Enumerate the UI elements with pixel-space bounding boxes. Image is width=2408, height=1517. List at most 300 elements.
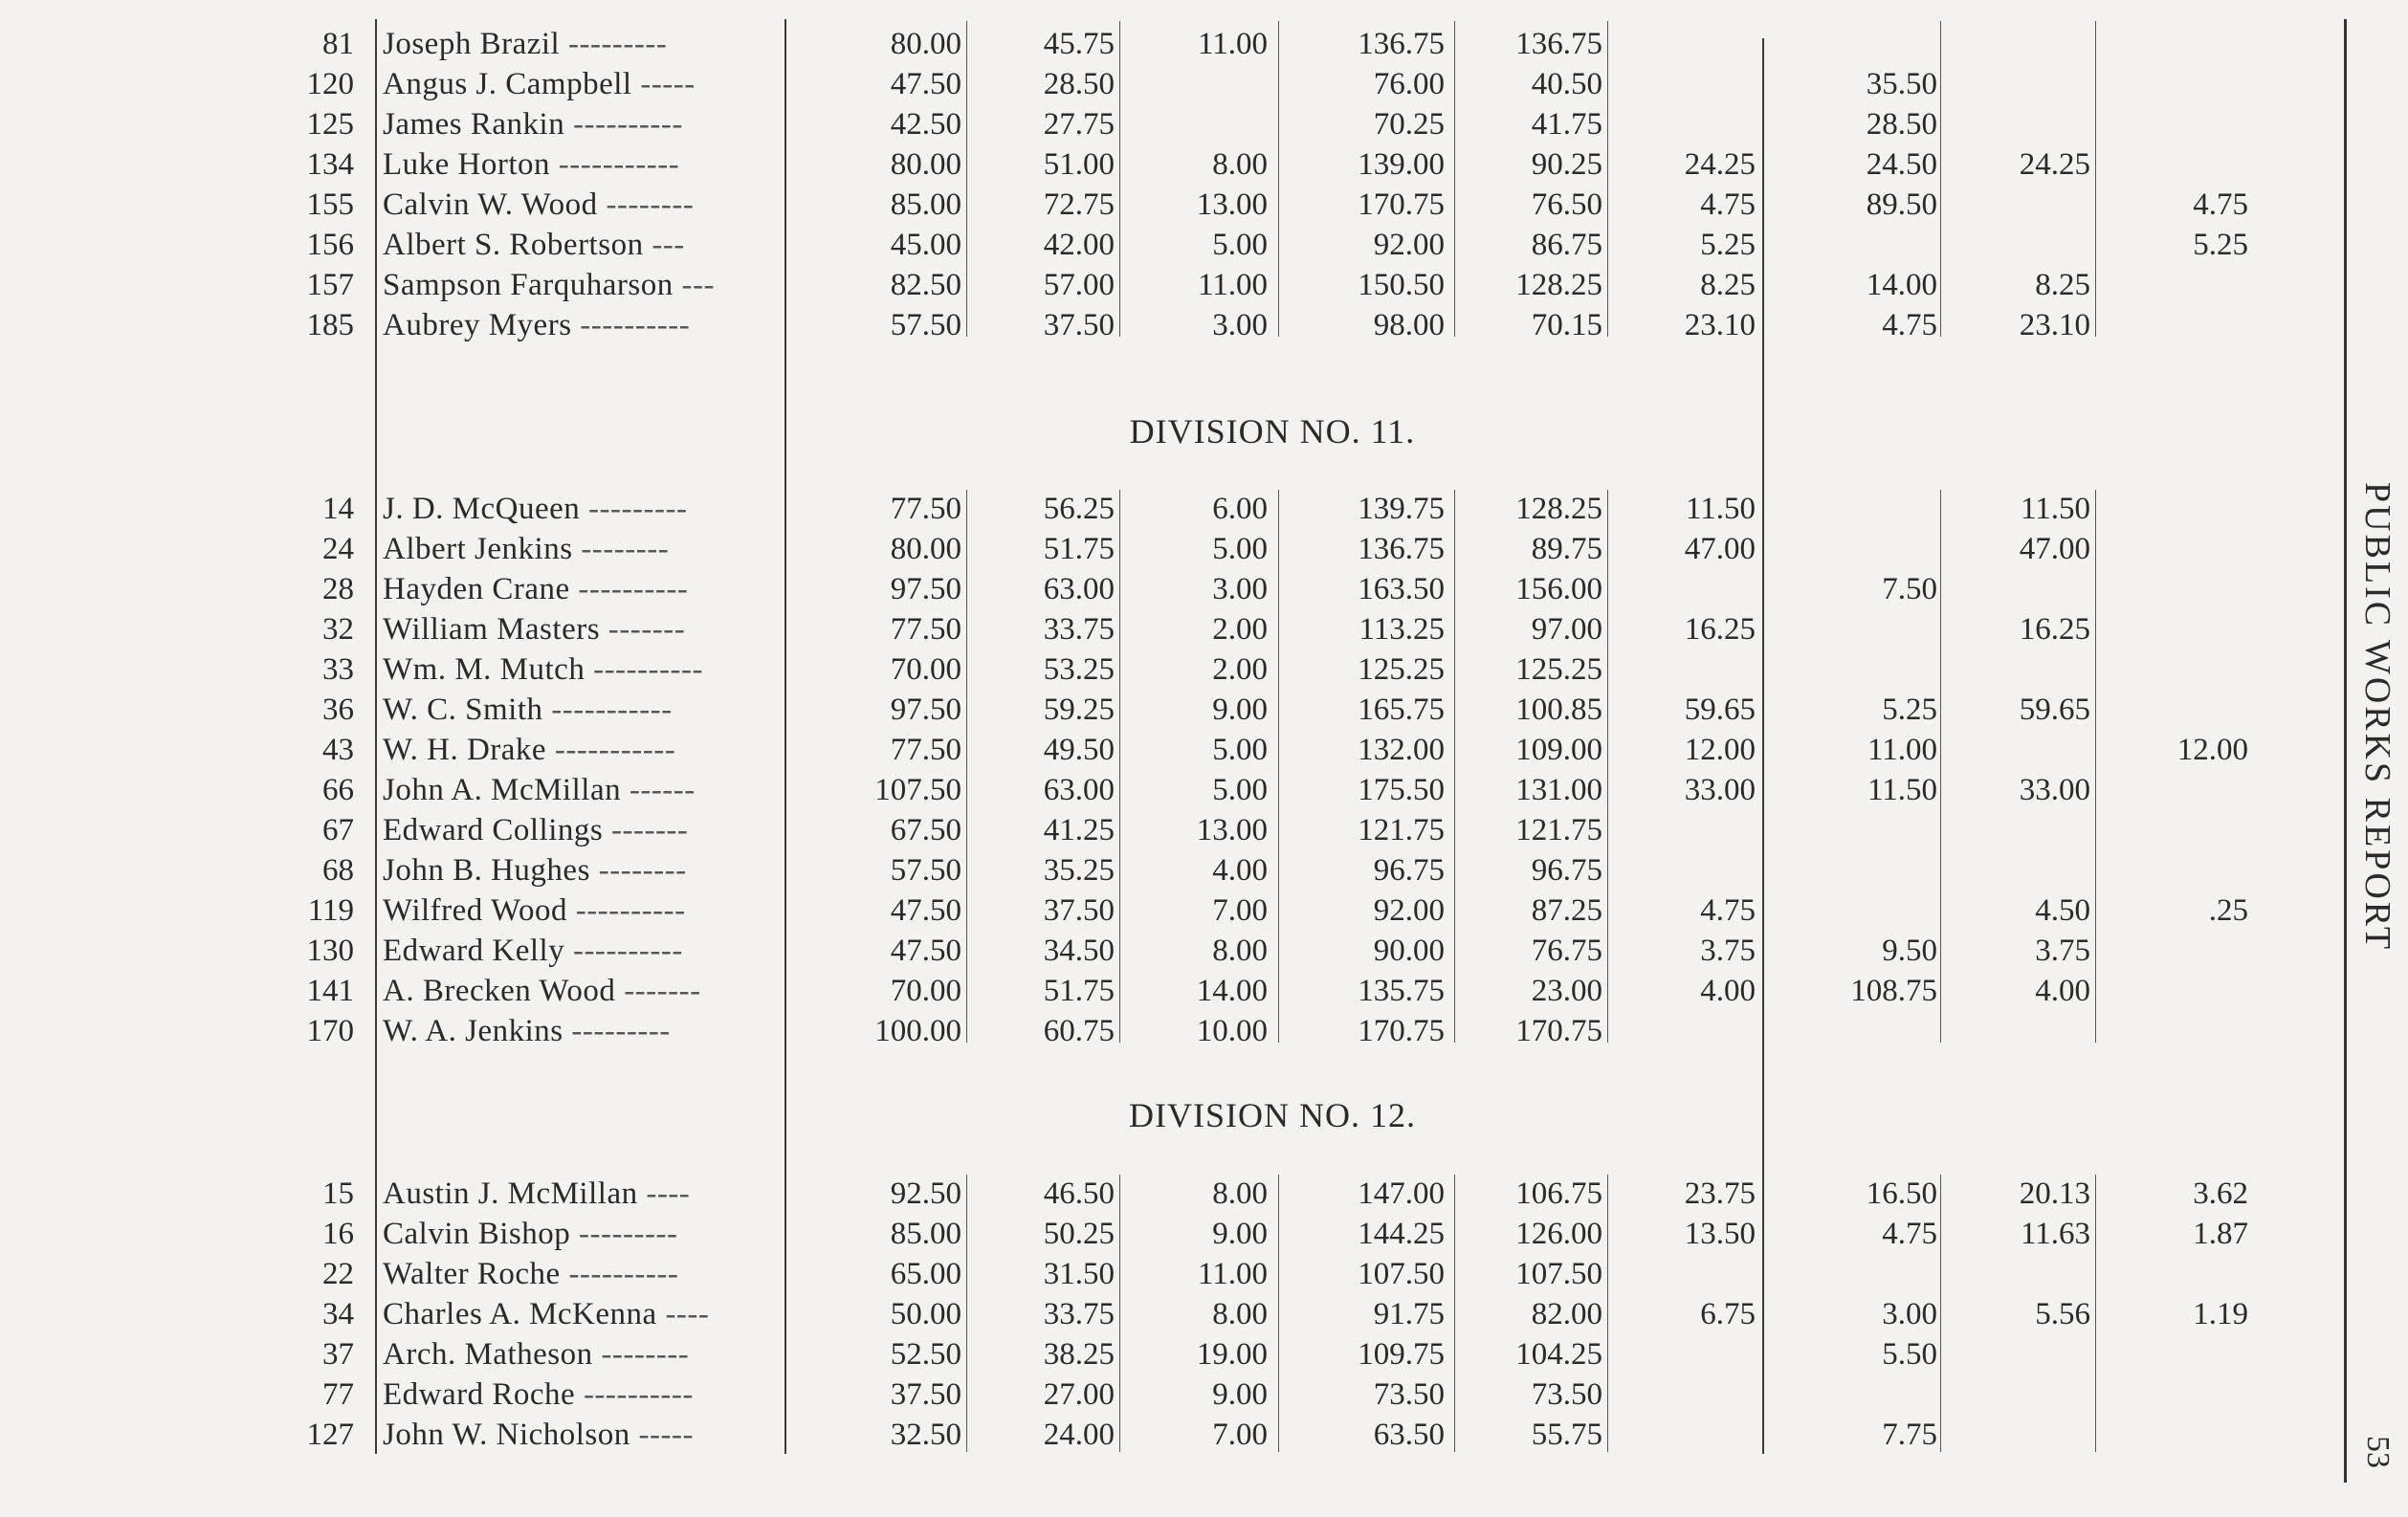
amount-d: 91.75 <box>1373 1297 1445 1331</box>
amount-c: 5.00 <box>1212 773 1268 807</box>
person-name: W. A. Jenkins --------- <box>383 1014 671 1048</box>
amount-f: 8.25 <box>1700 268 1756 302</box>
table-row <box>0 811 2408 849</box>
amount-d: 139.75 <box>1358 492 1445 526</box>
amount-d: 139.00 <box>1358 147 1445 182</box>
table-row <box>0 1295 2408 1333</box>
amount-d: 113.25 <box>1359 612 1445 647</box>
table-row <box>0 145 2408 184</box>
amount-i: 12.00 <box>2176 733 2248 767</box>
amount-e: 82.00 <box>1531 1297 1602 1331</box>
amount-e: 109.00 <box>1515 733 1602 767</box>
amount-h: 4.50 <box>2035 893 2090 928</box>
row-number: 185 <box>306 308 354 342</box>
column-rule <box>1762 38 1764 1454</box>
amount-f <box>1617 1255 1756 1293</box>
person-name: Austin J. McMillan ---- <box>383 1176 691 1211</box>
amount-c: 11.00 <box>1197 27 1268 61</box>
amount-i: 5.25 <box>2193 228 2248 262</box>
amount-d: 165.75 <box>1358 693 1445 727</box>
amount-h: 5.56 <box>2035 1297 2090 1331</box>
amount-c: 13.00 <box>1196 813 1268 847</box>
row-number: 33 <box>322 652 354 687</box>
amount-c: 7.00 <box>1212 893 1268 928</box>
amount-a: 85.00 <box>890 187 961 222</box>
amount-g: 11.00 <box>1867 733 1937 767</box>
leader-dashes: ---------- <box>575 1377 694 1412</box>
person-name: Walter Roche ---------- <box>383 1257 679 1291</box>
amount-b: 28.50 <box>1043 67 1115 101</box>
row-number: 68 <box>322 853 354 888</box>
amount-h <box>1956 1416 2090 1454</box>
amount-i <box>2105 851 2248 890</box>
person-name: Luke Horton ----------- <box>383 147 680 182</box>
person-name: Joseph Brazil --------- <box>383 27 668 61</box>
amount-a: 57.50 <box>890 853 961 888</box>
amount-h <box>1956 226 2090 264</box>
amount-a: 80.00 <box>890 27 961 61</box>
column-rule <box>1940 21 1941 337</box>
leader-dashes: ---------- <box>585 652 703 687</box>
amount-c: 10.00 <box>1196 1014 1268 1048</box>
row-number: 120 <box>306 67 354 101</box>
row-number: 134 <box>306 147 354 182</box>
amount-h: 59.65 <box>2019 693 2090 727</box>
table-row <box>0 610 2408 649</box>
amount-d: 125.25 <box>1358 652 1445 687</box>
amount-h: 4.00 <box>2035 974 2090 1008</box>
leader-dashes: ------- <box>615 974 701 1008</box>
amount-g <box>1779 25 1937 63</box>
amount-a: 52.50 <box>890 1337 961 1372</box>
row-number: 16 <box>322 1217 354 1251</box>
person-name: Angus J. Campbell ----- <box>383 67 696 101</box>
amount-b: 46.50 <box>1043 1176 1115 1211</box>
amount-a: 80.00 <box>890 147 961 182</box>
person-name: Calvin Bishop --------- <box>383 1217 678 1251</box>
column-rule <box>1940 1175 1941 1452</box>
amount-d: 121.75 <box>1358 813 1445 847</box>
amount-g <box>1779 1012 1937 1050</box>
amount-h <box>1956 1335 2090 1374</box>
row-number: 81 <box>322 27 354 61</box>
amount-i <box>2105 25 2248 63</box>
amount-i <box>2105 1335 2248 1374</box>
amount-e: 76.50 <box>1531 187 1602 222</box>
column-rule <box>784 19 786 1454</box>
amount-h: 20.13 <box>2019 1176 2090 1211</box>
amount-i: 3.62 <box>2193 1176 2248 1211</box>
column-rule <box>375 19 377 1454</box>
amount-d: 73.50 <box>1373 1377 1445 1412</box>
amount-i: .25 <box>2208 893 2248 928</box>
amount-e: 128.25 <box>1515 492 1602 526</box>
leader-dashes: ----- <box>631 67 696 101</box>
table-row <box>0 25 2408 63</box>
amount-e: 87.25 <box>1531 893 1602 928</box>
leader-dashes: ---------- <box>564 107 683 142</box>
amount-d: 170.75 <box>1358 1014 1445 1048</box>
amount-b: 63.00 <box>1043 773 1115 807</box>
amount-d: 107.50 <box>1358 1257 1445 1291</box>
amount-c <box>1148 105 1268 143</box>
amount-c: 6.00 <box>1212 492 1268 526</box>
amount-e: 107.50 <box>1515 1257 1602 1291</box>
amount-h <box>1956 570 2090 608</box>
leader-dashes: ---------- <box>560 1257 679 1291</box>
table-row <box>0 570 2408 608</box>
table-row <box>0 771 2408 809</box>
leader-dashes: -------- <box>592 1337 690 1372</box>
amount-g: 35.50 <box>1866 67 1937 101</box>
table-row <box>0 891 2408 930</box>
table-row <box>0 306 2408 344</box>
amount-a: 47.50 <box>890 934 961 968</box>
amount-b: 57.00 <box>1043 268 1115 302</box>
amount-h <box>1956 1012 2090 1050</box>
amount-a: 77.50 <box>890 492 961 526</box>
column-rule <box>1119 490 1120 1043</box>
leader-dashes: -------- <box>589 853 687 888</box>
amount-i <box>2105 266 2248 304</box>
column-rule <box>2095 490 2096 1043</box>
amount-i <box>2105 771 2248 809</box>
amount-d: 170.75 <box>1358 187 1445 222</box>
amount-f: 4.75 <box>1700 187 1756 222</box>
amount-b: 24.00 <box>1043 1418 1115 1452</box>
row-number: 34 <box>322 1297 354 1331</box>
amount-c: 7.00 <box>1212 1418 1268 1452</box>
table-row <box>0 186 2408 224</box>
amount-f: 24.25 <box>1684 147 1756 182</box>
amount-b: 51.00 <box>1043 147 1115 182</box>
amount-g: 9.50 <box>1882 934 1937 968</box>
column-rule <box>2095 1175 2096 1452</box>
person-name: James Rankin ---------- <box>383 107 683 142</box>
leader-dashes: -------- <box>597 187 695 222</box>
row-number: 43 <box>322 733 354 767</box>
amount-b: 59.25 <box>1043 693 1115 727</box>
amount-a: 37.50 <box>890 1377 961 1412</box>
amount-c: 2.00 <box>1212 612 1268 647</box>
person-name: Aubrey Myers ---------- <box>383 308 691 342</box>
amount-b: 34.50 <box>1043 934 1115 968</box>
person-name: A. Brecken Wood ------- <box>383 974 701 1008</box>
amount-d: 98.00 <box>1373 308 1445 342</box>
amount-e: 41.75 <box>1531 107 1602 142</box>
amount-i <box>2105 570 2248 608</box>
amount-f: 5.25 <box>1700 228 1756 262</box>
amount-b: 51.75 <box>1043 532 1115 566</box>
row-number: 67 <box>322 813 354 847</box>
amount-c: 2.00 <box>1212 652 1268 687</box>
amount-e: 156.00 <box>1515 572 1602 606</box>
amount-e: 23.00 <box>1531 974 1602 1008</box>
amount-i <box>2105 105 2248 143</box>
person-name: W. H. Drake ----------- <box>383 733 676 767</box>
amount-i: 1.19 <box>2193 1297 2248 1331</box>
amount-f <box>1617 811 1756 849</box>
table-row <box>0 1215 2408 1253</box>
amount-d: 175.50 <box>1358 773 1445 807</box>
amount-a: 82.50 <box>890 268 961 302</box>
amount-c: 9.00 <box>1212 1377 1268 1412</box>
amount-a: 85.00 <box>890 1217 961 1251</box>
amount-a: 32.50 <box>890 1418 961 1452</box>
leader-dashes: ---------- <box>564 934 683 968</box>
amount-b: 42.00 <box>1043 228 1115 262</box>
person-name: W. C. Smith ----------- <box>383 693 673 727</box>
amount-a: 70.00 <box>890 652 961 687</box>
person-name: Albert Jenkins -------- <box>383 532 670 566</box>
table-row <box>0 1012 2408 1050</box>
row-number: 125 <box>306 107 354 142</box>
amount-e: 128.25 <box>1515 268 1602 302</box>
table-row <box>0 851 2408 890</box>
amount-d: 63.50 <box>1373 1418 1445 1452</box>
column-rule <box>1278 490 1279 1043</box>
column-rule <box>1278 1175 1279 1452</box>
amount-c: 8.00 <box>1212 1297 1268 1331</box>
row-number: 155 <box>306 187 354 222</box>
amount-f: 4.75 <box>1700 893 1756 928</box>
leader-dashes: ----- <box>630 1418 694 1452</box>
amount-h: 8.25 <box>2035 268 2090 302</box>
amount-h <box>1956 1255 2090 1293</box>
leader-dashes: --- <box>643 228 685 262</box>
amount-i <box>2105 811 2248 849</box>
amount-g: 28.50 <box>1866 107 1937 142</box>
leader-dashes: ----------- <box>542 693 673 727</box>
amount-e: 70.15 <box>1531 308 1602 342</box>
amount-i <box>2105 972 2248 1010</box>
amount-f: 13.50 <box>1684 1217 1756 1251</box>
amount-c: 19.00 <box>1196 1337 1268 1372</box>
person-name: Edward Collings ------- <box>383 813 689 847</box>
amount-c: 8.00 <box>1212 1176 1268 1211</box>
amount-d: 92.00 <box>1373 893 1445 928</box>
amount-d: 90.00 <box>1373 934 1445 968</box>
amount-g: 7.75 <box>1882 1418 1937 1452</box>
person-name: Sampson Farquharson --- <box>383 268 715 302</box>
amount-e: 106.75 <box>1515 1176 1602 1211</box>
amount-g <box>1779 490 1937 528</box>
amount-h: 47.00 <box>2019 532 2090 566</box>
amount-b: 50.25 <box>1043 1217 1115 1251</box>
amount-f <box>1617 650 1756 689</box>
table-row <box>0 650 2408 689</box>
amount-g <box>1779 650 1937 689</box>
amount-c: 4.00 <box>1212 853 1268 888</box>
amount-i <box>2105 691 2248 729</box>
amount-g: 4.75 <box>1882 1217 1937 1251</box>
person-name: Wilfred Wood ---------- <box>383 893 686 928</box>
amount-d: 136.75 <box>1358 27 1445 61</box>
amount-a: 92.50 <box>890 1176 961 1211</box>
amount-h <box>1956 851 2090 890</box>
leader-dashes: ---------- <box>571 308 691 342</box>
column-rule <box>966 490 967 1043</box>
amount-f: 33.00 <box>1684 773 1756 807</box>
amount-e: 100.85 <box>1515 693 1602 727</box>
amount-c: 13.00 <box>1196 187 1268 222</box>
amount-c: 11.00 <box>1197 1257 1268 1291</box>
column-rule <box>1278 21 1279 337</box>
column-rule <box>1119 21 1120 337</box>
amount-g: 89.50 <box>1866 187 1937 222</box>
row-number: 156 <box>306 228 354 262</box>
amount-i <box>2105 1375 2248 1414</box>
table-row <box>0 105 2408 143</box>
amount-d: 150.50 <box>1358 268 1445 302</box>
leader-dashes: ------ <box>621 773 696 807</box>
amount-f <box>1617 1012 1756 1050</box>
amount-i <box>2105 306 2248 344</box>
amount-d: 136.75 <box>1358 532 1445 566</box>
amount-f: 59.65 <box>1684 693 1756 727</box>
amount-b: 38.25 <box>1043 1337 1115 1372</box>
amount-h <box>1956 731 2090 769</box>
amount-a: 97.50 <box>890 693 961 727</box>
amount-a: 77.50 <box>890 612 961 647</box>
amount-g <box>1779 891 1937 930</box>
row-number: 130 <box>306 934 354 968</box>
amount-g: 3.00 <box>1882 1297 1937 1331</box>
table-row <box>0 1416 2408 1454</box>
table-row <box>0 972 2408 1010</box>
amount-d: 163.50 <box>1358 572 1445 606</box>
amount-f <box>1617 570 1756 608</box>
column-rule <box>966 21 967 337</box>
table-row <box>0 530 2408 568</box>
column-rule <box>1454 21 1455 337</box>
amount-a: 42.50 <box>890 107 961 142</box>
amount-e: 96.75 <box>1531 853 1602 888</box>
leader-dashes: ------- <box>600 612 686 647</box>
row-number: 24 <box>322 532 354 566</box>
amount-e: 104.25 <box>1515 1337 1602 1372</box>
amount-g <box>1779 1375 1937 1414</box>
person-name: John W. Nicholson ----- <box>383 1418 694 1452</box>
amount-g: 5.50 <box>1882 1337 1937 1372</box>
person-name: Charles A. McKenna ---- <box>383 1297 710 1331</box>
amount-e: 97.00 <box>1531 612 1602 647</box>
amount-h <box>1956 65 2090 103</box>
amount-a: 50.00 <box>890 1297 961 1331</box>
amount-c: 3.00 <box>1212 572 1268 606</box>
amount-h: 3.75 <box>2035 934 2090 968</box>
amount-d: 109.75 <box>1358 1337 1445 1372</box>
amount-b: 72.75 <box>1043 187 1115 222</box>
column-rule <box>966 1175 967 1452</box>
person-name: Wm. M. Mutch ---------- <box>383 652 703 687</box>
column-rule <box>1454 490 1455 1043</box>
amount-c: 9.00 <box>1212 693 1268 727</box>
amount-b: 60.75 <box>1043 1014 1115 1048</box>
table-row <box>0 1335 2408 1374</box>
amount-h <box>1956 25 2090 63</box>
amount-h <box>1956 811 2090 849</box>
amount-e: 86.75 <box>1531 228 1602 262</box>
amount-i <box>2105 530 2248 568</box>
amount-f <box>1617 1375 1756 1414</box>
leader-dashes: --------- <box>563 1014 671 1048</box>
amount-c: 8.00 <box>1212 934 1268 968</box>
amount-b: 37.50 <box>1043 893 1115 928</box>
column-rule <box>1940 490 1941 1043</box>
column-rule <box>1607 490 1608 1043</box>
amount-h <box>1956 1375 2090 1414</box>
column-rule <box>1454 1175 1455 1452</box>
amount-a: 67.50 <box>890 813 961 847</box>
amount-f: 47.00 <box>1684 532 1756 566</box>
leader-dashes: -------- <box>572 532 670 566</box>
amount-b: 49.50 <box>1043 733 1115 767</box>
amount-g <box>1779 1255 1937 1293</box>
leader-dashes: --------- <box>580 492 688 526</box>
leader-dashes: ---------- <box>566 893 686 928</box>
leader-dashes: --------- <box>570 1217 678 1251</box>
amount-a: 70.00 <box>890 974 961 1008</box>
amount-e: 136.75 <box>1515 27 1602 61</box>
amount-a: 100.00 <box>874 1014 961 1048</box>
amount-g <box>1779 226 1937 264</box>
person-name: William Masters ------- <box>383 612 686 647</box>
amount-i <box>2105 490 2248 528</box>
amount-f <box>1617 25 1756 63</box>
leader-dashes: ----------- <box>550 147 680 182</box>
amount-e: 121.75 <box>1515 813 1602 847</box>
amount-h: 24.25 <box>2019 147 2090 182</box>
person-name: Albert S. Robertson --- <box>383 228 685 262</box>
amount-i <box>2105 932 2248 970</box>
amount-h: 33.00 <box>2019 773 2090 807</box>
row-number: 36 <box>322 693 354 727</box>
amount-f: 23.75 <box>1684 1176 1756 1211</box>
row-number: 15 <box>322 1176 354 1211</box>
amount-g: 14.00 <box>1866 268 1937 302</box>
amount-c: 3.00 <box>1212 308 1268 342</box>
amount-e: 76.75 <box>1531 934 1602 968</box>
amount-g: 108.75 <box>1850 974 1937 1008</box>
amount-i <box>2105 650 2248 689</box>
amount-i <box>2105 610 2248 649</box>
amount-h: 23.10 <box>2019 308 2090 342</box>
amount-d: 96.75 <box>1373 853 1445 888</box>
amount-e: 90.25 <box>1531 147 1602 182</box>
amount-d: 70.25 <box>1373 107 1445 142</box>
amount-g: 5.25 <box>1882 693 1937 727</box>
column-rule <box>1607 21 1608 337</box>
amount-i <box>2105 1012 2248 1050</box>
amount-a: 45.00 <box>890 228 961 262</box>
person-name: Arch. Matheson -------- <box>383 1337 690 1372</box>
table-row <box>0 731 2408 769</box>
amount-g: 24.50 <box>1866 147 1937 182</box>
amount-a: 47.50 <box>890 893 961 928</box>
amount-i: 4.75 <box>2193 187 2248 222</box>
column-rule <box>1119 1175 1120 1452</box>
amount-d: 135.75 <box>1358 974 1445 1008</box>
person-name: Edward Roche ---------- <box>383 1377 694 1412</box>
leader-dashes: --- <box>673 268 715 302</box>
amount-e: 55.75 <box>1531 1418 1602 1452</box>
amount-i <box>2105 65 2248 103</box>
amount-h <box>1956 186 2090 224</box>
row-number: 28 <box>322 572 354 606</box>
row-number: 66 <box>322 773 354 807</box>
amount-b: 53.25 <box>1043 652 1115 687</box>
